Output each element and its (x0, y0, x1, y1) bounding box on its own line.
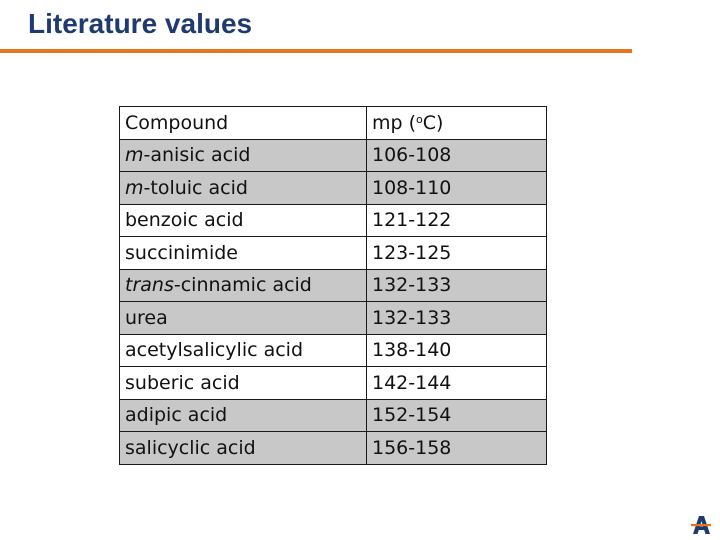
mp-cell: 123-125 (367, 237, 547, 270)
header-mp-suffix: C) (422, 111, 444, 134)
table-row (120, 139, 547, 172)
table-row (120, 204, 547, 237)
compound-name: succinimide (125, 241, 238, 264)
mp-cell: 121-122 (367, 204, 547, 237)
compound-prefix: m (125, 176, 144, 199)
title-underline (0, 49, 632, 53)
header-compound: Compound (120, 107, 367, 140)
compound-cell (120, 237, 367, 270)
mp-cell: 142-144 (367, 367, 547, 400)
compound-cell (120, 269, 367, 302)
compound-cell (120, 139, 367, 172)
compound-name: urea (125, 306, 168, 329)
table-row (120, 269, 547, 302)
table-row (120, 172, 547, 205)
compound-cell (120, 172, 367, 205)
table-row (120, 399, 547, 432)
compound-name: -cinnamic acid (173, 274, 312, 297)
compound-cell (120, 334, 367, 367)
compound-cell (120, 302, 367, 335)
compound-name: -anisic acid (143, 144, 251, 167)
mp-cell: 156-158 (367, 432, 547, 465)
table-row (120, 334, 547, 367)
header-mp (367, 107, 547, 140)
table-row (120, 302, 547, 335)
compound-cell (120, 367, 367, 400)
mp-cell: 106-108 (367, 139, 547, 172)
table-row (120, 367, 547, 400)
compound-name: suberic acid (125, 371, 240, 394)
table-header-row (120, 107, 547, 140)
mp-cell: 132-133 (367, 269, 547, 302)
compound-name: salicyclic acid (125, 436, 256, 459)
university-a-logo-icon (691, 516, 711, 534)
compound-name: -toluic acid (143, 176, 248, 199)
mp-cell: 152-154 (367, 399, 547, 432)
compound-cell (120, 432, 367, 465)
header-mp-prefix: mp ( (372, 111, 417, 134)
slide-title: Literature values (28, 8, 253, 39)
compound-cell (120, 204, 367, 237)
compound-cell (120, 399, 367, 432)
header-mp-degree: o (416, 112, 423, 126)
compound-prefix: m (125, 144, 144, 167)
mp-cell: 132-133 (367, 302, 547, 335)
compound-name: adipic acid (125, 404, 228, 427)
mp-cell: 138-140 (367, 334, 547, 367)
compound-name: benzoic acid (125, 209, 244, 232)
melting-point-table (119, 106, 547, 465)
table-row (120, 237, 547, 270)
table-row (120, 432, 547, 465)
compound-prefix: trans (125, 274, 174, 297)
compound-name: acetylsalicylic acid (125, 339, 304, 362)
mp-cell: 108-110 (367, 172, 547, 205)
